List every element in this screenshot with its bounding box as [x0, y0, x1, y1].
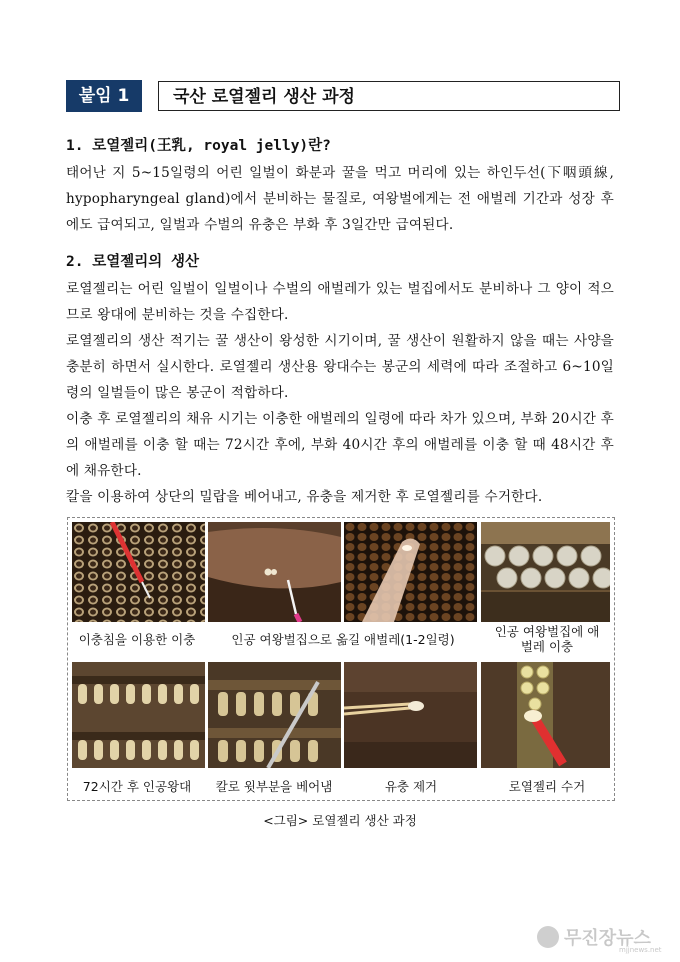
section-1-paragraph: 태어난 지 5~15일령의 어린 일벌이 화분과 꿀을 먹고 머리에 있는 하인두선(下咽頭線, hypopharyngeal gland)에서 분비하는 물질로, 여왕벌에게는 전 애벌레 기간과 성장 후에도 급여되고, 일벌과 수벌의 유충은 부화 후 3일간만 급여된다.: [66, 165, 614, 233]
watermark-name: 무진장뉴스: [564, 928, 651, 949]
photo-grafting-tool: [72, 522, 205, 622]
attachment-badge: 붙임 1: [66, 80, 142, 112]
photo-larvae-on-finger: [208, 522, 341, 622]
figure-caption: <그림> 로열젤리 생산 과정: [263, 813, 417, 828]
caption-5: 칼로 윗부분을 베어냄: [215, 778, 333, 794]
photo-queen-cells-72h: [72, 662, 205, 768]
caption-2: 인공 여왕벌집으로 옮길 애벌레(1-2일령): [231, 631, 455, 647]
page-header: [66, 80, 620, 112]
photo-larva-in-cell: [344, 522, 477, 622]
section-2-paragraph-3: 이충 후 로열젤리의 채유 시기는 이충한 애벌레의 일령에 따라 차가 있으며, 부화 20시간 후의 애벌레를 이충 할 때는 72시간 후에, 부화 40시간 후의 애벌레를 이충 할 때 48시간 후에 채유한다.: [66, 411, 614, 479]
photo-queen-cups: [481, 522, 610, 622]
logo-icon: [537, 926, 559, 948]
caption-1: 이충침을 이용한 이충: [78, 631, 196, 647]
photo-royal-jelly-collection: [481, 662, 610, 768]
section-2-paragraph-2: 로열젤리의 생산 적기는 꿀 생산이 왕성한 시기이며, 꿀 생산이 원활하지 않을 때는 사양을 충분히 하면서 실시한다. 로열젤리 생산용 왕대수는 봉군의 세력에 따라 조절하고 6~10일령의 일벌들이 많은 봉군이 적합하다.: [66, 333, 614, 401]
section-2-heading: 2. 로열젤리의 생산: [66, 254, 199, 270]
caption-4: 72시간 후 인공왕대: [82, 778, 192, 794]
page-title: 국산 로열젤리 생산 과정: [158, 81, 620, 111]
photo-cutting-cells: [208, 662, 341, 768]
section-1-heading: 1. 로열젤리(王乳, royal jelly)란?: [66, 138, 331, 154]
section-2-paragraph-1: 로열젤리는 어린 일벌이 일벌이나 수벌의 애벌레가 있는 벌집에서도 분비하나 그 양이 적으므로 왕대에 분비하는 것을 수집한다.: [66, 281, 614, 323]
photo-larva-removal: [344, 662, 477, 768]
section-2-paragraph-4: 칼을 이용하여 상단의 밀랍을 베어내고, 유충을 제거한 후 로열젤리를 수거한다.: [66, 489, 543, 505]
watermark-sub: mjjnews.net: [619, 946, 662, 954]
caption-6: 유충 제거: [384, 778, 438, 794]
photo-grid: [67, 517, 615, 801]
caption-7: 로열젤리 수거: [508, 778, 586, 794]
watermark-logo: [537, 924, 662, 954]
caption-3: 인공 여왕벌집에 애벌레 이충: [494, 624, 600, 654]
